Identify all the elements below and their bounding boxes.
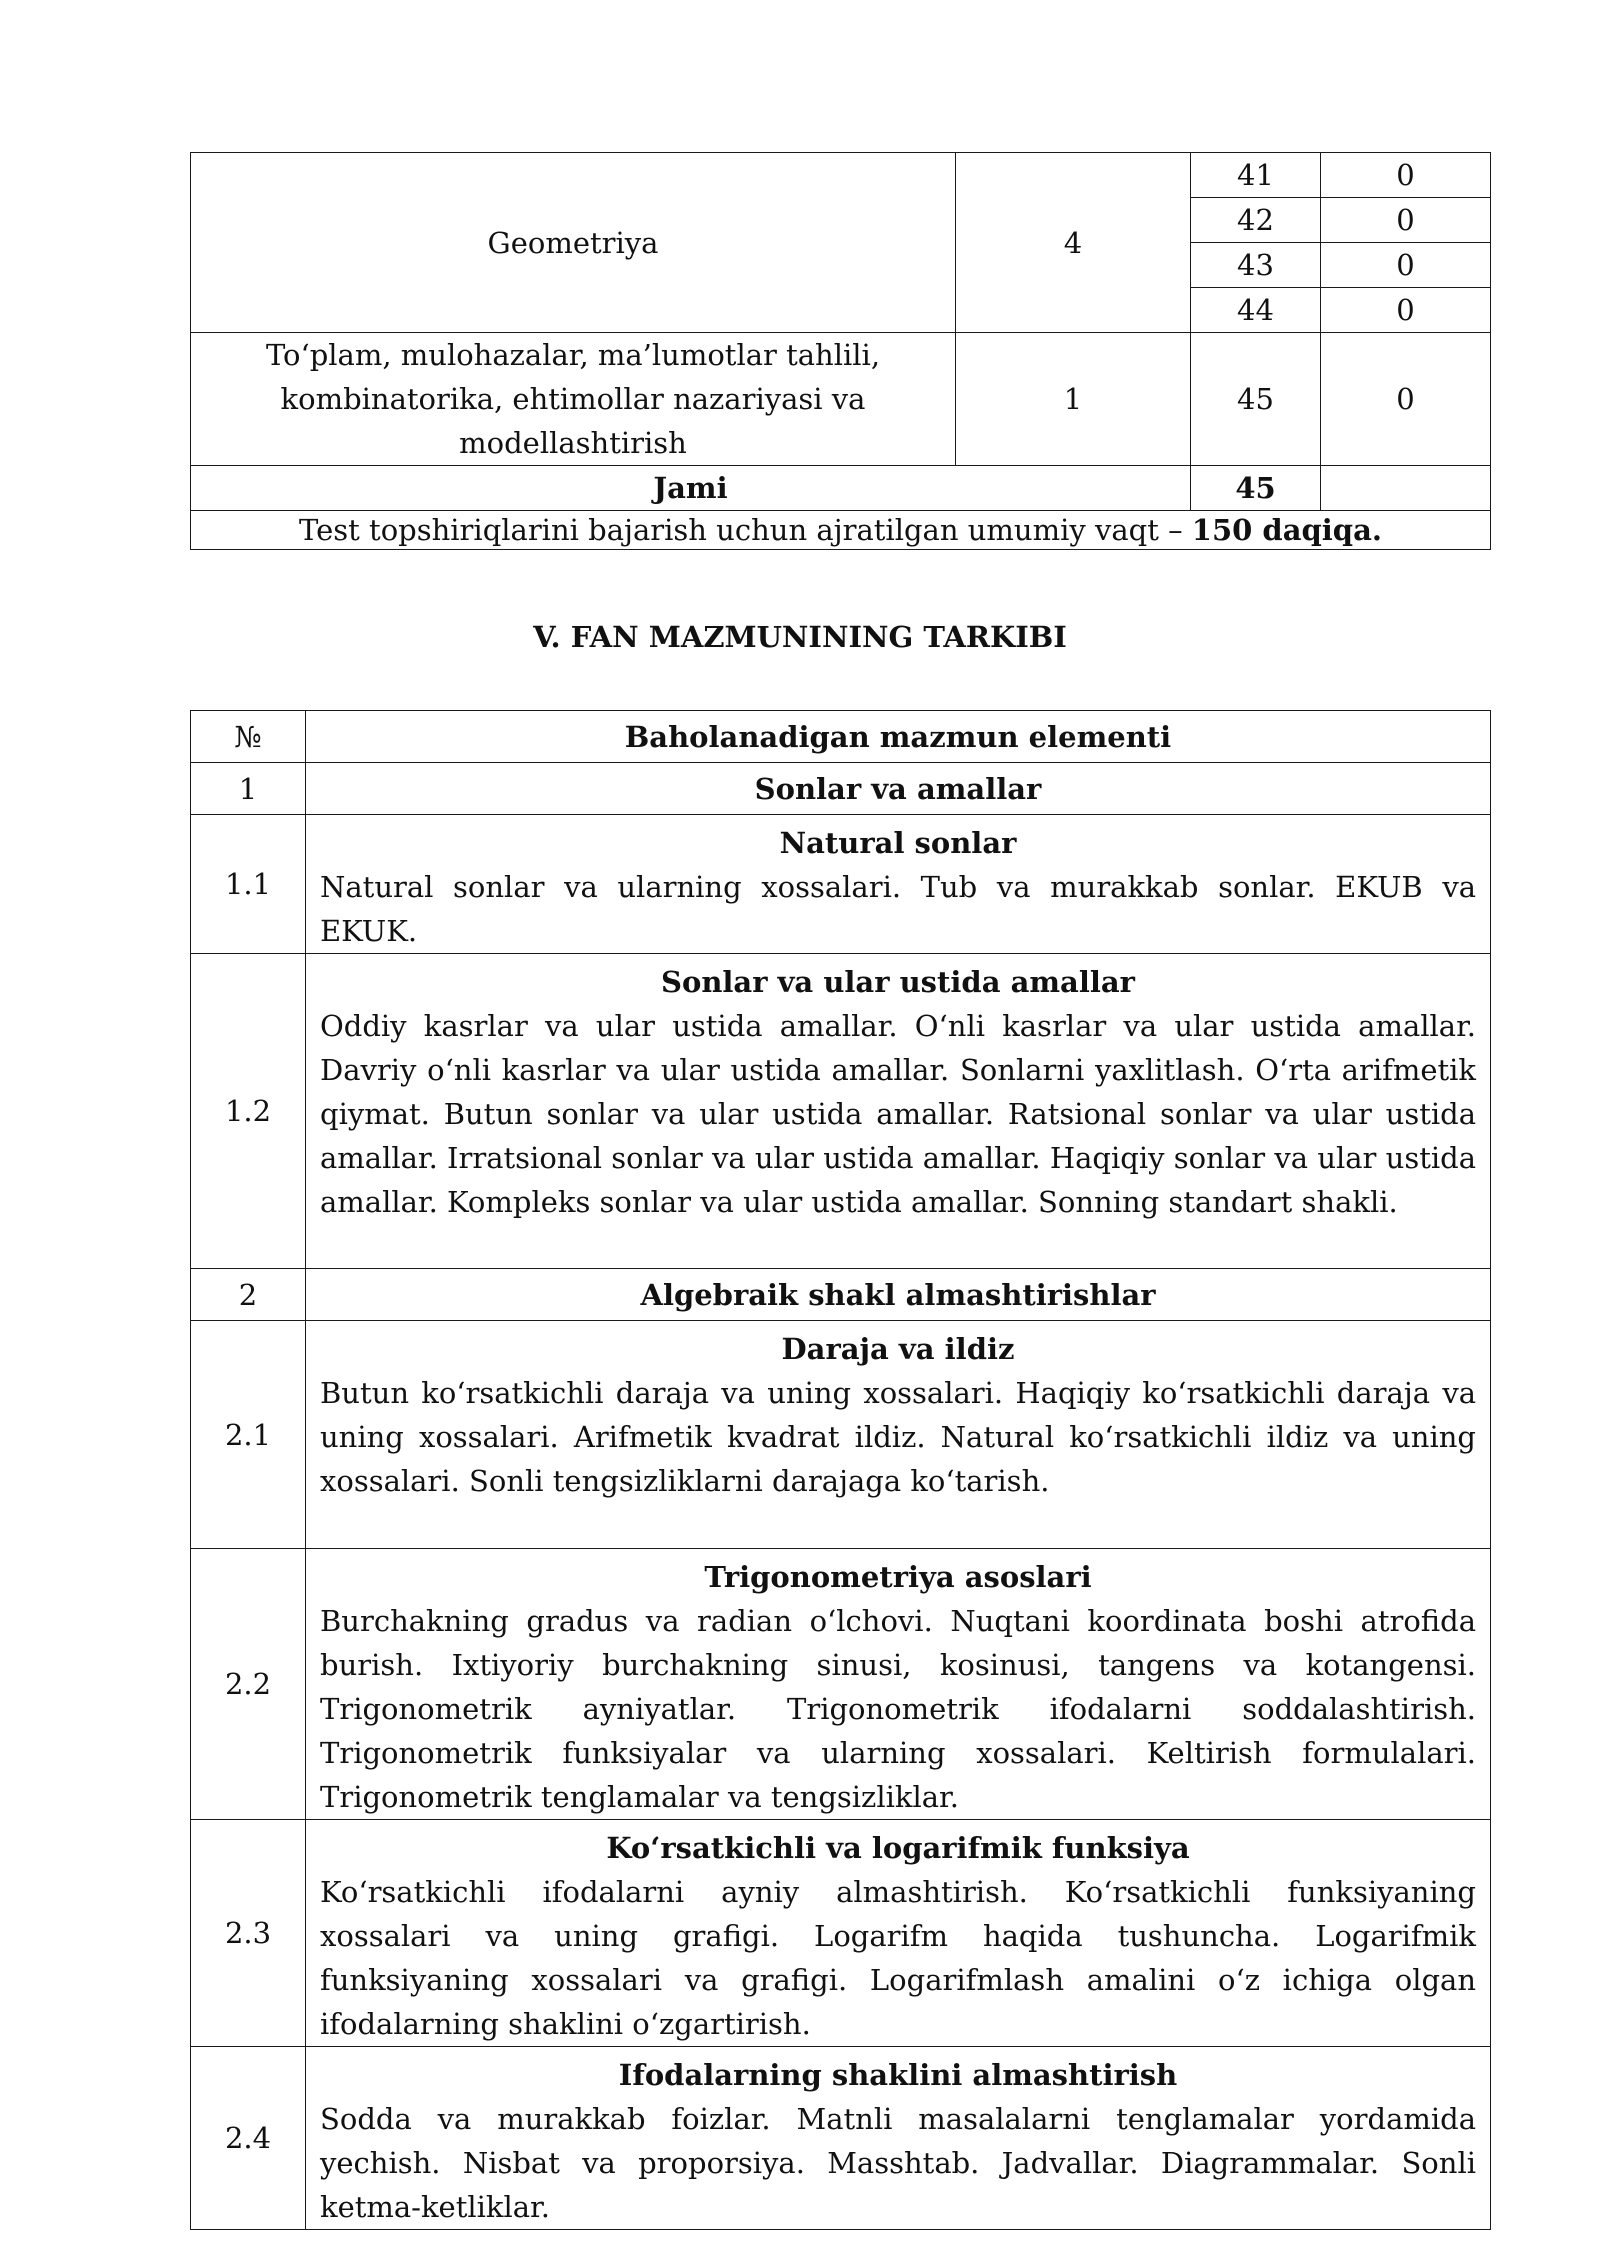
time-note-row	[191, 511, 1491, 550]
table-row	[191, 333, 1491, 466]
question-number-cell: 43	[1191, 243, 1321, 288]
time-note-duration: 150 daqiqa.	[1191, 513, 1382, 547]
content-cell	[306, 1820, 1491, 2047]
section-title: Sonlar va amallar	[306, 763, 1491, 815]
row-number: 2	[191, 1269, 306, 1321]
row-number: 2.2	[191, 1549, 306, 1820]
subject-line: modellashtirish	[459, 426, 687, 460]
section-row	[191, 763, 1491, 815]
question-number-cell: 42	[1191, 198, 1321, 243]
row-number: 2.3	[191, 1820, 306, 2047]
content-row	[191, 954, 1491, 1269]
table-row	[191, 153, 1491, 198]
count-cell: 4	[956, 153, 1191, 333]
subject-line: To‘plam, mulohazalar, ma’lumotlar tahlili,	[265, 338, 881, 372]
content-cell	[306, 1549, 1491, 1820]
topic-description: Sodda va murakkab foizlar. Matnli masalalarni tenglamalar yordamida yechish. Nisbat va proporsiya. Masshtab. Jadvallar. Diagrammalar. Sonli ketma-ketliklar.	[320, 2102, 1476, 2224]
score-cell: 0	[1321, 153, 1491, 198]
row-number: 1.2	[191, 954, 306, 1269]
topic-description: Ko‘rsatkichli ifodalarni ayniy almashtirish. Ko‘rsatkichli funksiyaning xossalari va uning grafigi. Logarifm haqida tushuncha. Logarifmik funksiyaning xossalari va grafigi. Logarifmlash amalini o‘z ichiga olgan ifodalarning shaklini o‘zgartirish.	[320, 1875, 1476, 2041]
content-row	[191, 1321, 1491, 1549]
content-cell	[306, 1321, 1491, 1549]
topic-description: Oddiy kasrlar va ular ustida amallar. O‘nli kasrlar va ular ustida amallar. Davriy o‘nli kasrlar va ular ustida amallar. Sonlarni yaxlitlash. O‘rta arifmetik qiymat. Butun sonlar va ular ustida amallar. Ratsional sonlar va ular ustida amallar. Irratsional sonlar va ular ustida amallar. Haqiqiy sonlar va ular ustida amallar. Kompleks sonlar va ular ustida amallar. Sonning standart shakli.	[320, 1009, 1476, 1219]
topic-title: Trigonometriya asoslari	[704, 1560, 1092, 1594]
row-number: 1	[191, 763, 306, 815]
score-cell: 0	[1321, 333, 1491, 466]
subject-cell	[191, 333, 956, 466]
count-cell: 1	[956, 333, 1191, 466]
total-row	[191, 466, 1491, 511]
total-value: 45	[1191, 466, 1321, 511]
test-summary-table	[190, 152, 1491, 550]
score-cell: 0	[1321, 198, 1491, 243]
content-row	[191, 815, 1491, 954]
content-row	[191, 1820, 1491, 2047]
subject-cell: Geometriya	[191, 153, 956, 333]
question-number-cell: 45	[1191, 333, 1321, 466]
score-cell: 0	[1321, 288, 1491, 333]
content-row	[191, 2047, 1491, 2230]
empty-cell	[1321, 466, 1491, 511]
section-title: Algebraik shakl almashtirishlar	[306, 1269, 1491, 1321]
time-note-text: Test topshiriqlarini bajarish uchun ajratilgan umumiy vaqt –	[299, 513, 1192, 547]
topic-title: Ko‘rsatkichli va logarifmik funksiya	[606, 1831, 1190, 1865]
table-header-row	[191, 711, 1491, 763]
question-number-cell: 41	[1191, 153, 1321, 198]
content-elements-table	[190, 710, 1491, 2230]
topic-title: Natural sonlar	[779, 826, 1017, 860]
number-header: №	[191, 711, 306, 763]
content-row	[191, 1549, 1491, 1820]
topic-description: Butun ko‘rsatkichli daraja va uning xossalari. Haqiqiy ko‘rsatkichli daraja va uning xossalari. Arifmetik kvadrat ildiz. Natural ko‘rsatkichli ildiz va uning xossalari. Sonli tengsizliklarni darajaga ko‘tarish.	[320, 1376, 1476, 1498]
time-note-cell	[191, 511, 1491, 550]
question-number-cell: 44	[1191, 288, 1321, 333]
topic-title: Sonlar va ular ustida amallar	[661, 965, 1135, 999]
section-row	[191, 1269, 1491, 1321]
section-heading: V. FAN MAZMUNINING TARKIBI	[533, 620, 1067, 654]
topic-description: Natural sonlar va ularning xossalari. Tub va murakkab sonlar. EKUB va EKUK.	[320, 870, 1476, 948]
score-cell: 0	[1321, 243, 1491, 288]
topic-title: Daraja va ildiz	[781, 1332, 1015, 1366]
subject-line: kombinatorika, ehtimollar nazariyasi va	[280, 382, 866, 416]
row-number: 2.1	[191, 1321, 306, 1549]
content-cell	[306, 954, 1491, 1269]
element-header: Baholanadigan mazmun elementi	[306, 711, 1491, 763]
total-label: Jami	[191, 466, 1191, 511]
content-cell	[306, 2047, 1491, 2230]
row-number: 1.1	[191, 815, 306, 954]
topic-title: Ifodalarning shaklini almashtirish	[618, 2058, 1178, 2092]
row-number: 2.4	[191, 2047, 306, 2230]
content-cell	[306, 815, 1491, 954]
topic-description: Burchakning gradus va radian o‘lchovi. Nuqtani koordinata boshi atrofida burish. Ixtiyoriy burchakning sinusi, kosinusi, tangens va kotangensi. Trigonometrik ayniyatlar. Trigonometrik ifodalarni soddalashtirish. Trigonometrik funksiyalar va ularning xossalari. Keltirish formulalari. Trigonometrik tenglamalar va tengsizliklar.	[320, 1604, 1476, 1814]
